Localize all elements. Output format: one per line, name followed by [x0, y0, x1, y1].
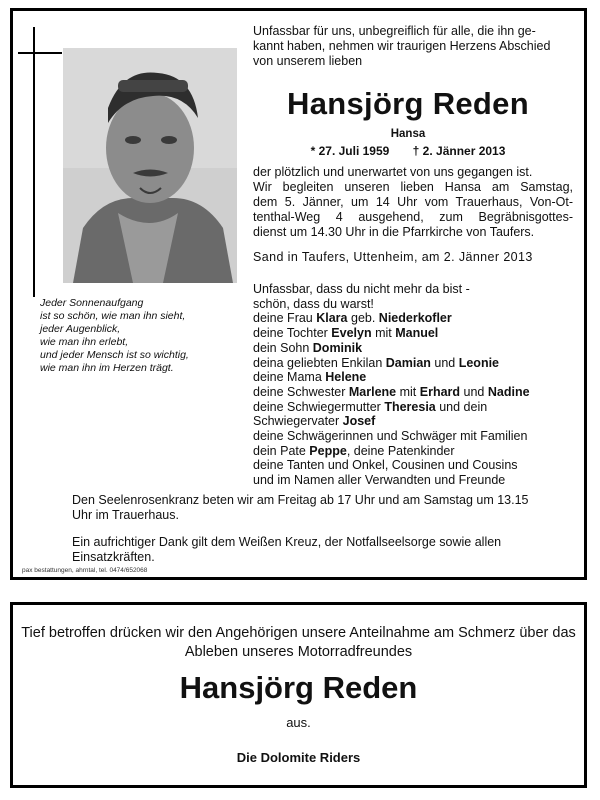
family-member-text: deine Tochter	[253, 326, 332, 341]
family-member-text: , deine Patenkinder	[346, 443, 455, 458]
family-member-text: dein Sohn	[253, 340, 313, 355]
family-member-text: deine Schwester	[253, 384, 349, 399]
intro-line: kannt haben, nehmen wir traurigen Herzens Abschied	[253, 39, 551, 53]
poem-line: wie man ihn erlebt,	[40, 336, 129, 348]
sender-name: Die Dolomite Riders	[236, 750, 361, 765]
family-member-line	[253, 356, 573, 371]
poem-line: jeder Augenblick,	[40, 323, 121, 335]
family-intro-line: Unfassbar, dass du nicht mehr da bist -	[253, 282, 470, 296]
family-member-text: deine Frau	[253, 311, 317, 326]
family-member-text: und	[460, 384, 488, 399]
portrait-photo	[63, 48, 237, 283]
family-member-name: Manuel	[395, 326, 439, 341]
family-member-text: deine Tanten und Onkel, Cousinen und Cousins	[253, 458, 518, 473]
life-dates	[253, 144, 563, 158]
family-member-text: deine Mama	[253, 370, 326, 385]
family-member-text: geb.	[347, 311, 379, 326]
deceased-name: Hansjörg Reden	[287, 86, 529, 121]
family-member-name: Leonie	[458, 355, 500, 370]
funeral-message	[253, 165, 573, 240]
family-member-line	[253, 400, 573, 415]
poem-line: ist so schön, wie man ihn sieht,	[40, 310, 186, 322]
poem	[40, 297, 260, 375]
poem-line: und jeder Mensch ist so wichtig,	[40, 349, 189, 361]
family-member-line	[253, 326, 573, 341]
poem-line: wie man ihn im Herzen trägt.	[40, 362, 174, 374]
family-intro-line: schön, dass du warst!	[253, 296, 374, 311]
poem-line: Jeder Sonnenaufgang	[40, 297, 144, 309]
family-member-text: dein Pate	[253, 443, 310, 458]
family-member-name: Evelyn	[331, 326, 372, 341]
thanks-notice: Ein aufrichtiger Dank gilt dem Weißen Kreuz, der Notfallseelsorge sowie allen Einsatzkräften.	[72, 535, 502, 564]
nickname: Hansa	[390, 128, 426, 140]
message-line: Wir begleiten unseren lieben Hansa am Samstag,	[253, 180, 573, 194]
rosary-notice: Den Seelenrosenkranz beten wir am Freitag ab 17 Uhr und am Samstag um 13.15 Uhr im Trauerhaus.	[72, 493, 529, 522]
message-line: dem 5. Jänner, um 14 Uhr vom Trauerhaus, Von-Ot-	[253, 195, 573, 209]
family-member-text: und im Namen aller Verwandten und Freunde	[253, 473, 506, 488]
family-member-text: und dein	[435, 399, 488, 414]
family-member-name: Marlene	[348, 384, 397, 399]
family-member-text: deine Schwägerinnen und Schwäger mit Familien	[253, 429, 528, 444]
family-member-line	[253, 458, 573, 473]
family-member-text: deina geliebten Enkilan	[253, 355, 386, 370]
family-member-name: Niederkofler	[378, 311, 452, 326]
condolence-text: Tief betroffen drücken wir den Angehörigen unsere Anteilnahme am Schmerz über das Ableben unseres Motorradfreundes	[21, 625, 576, 660]
family-member-line	[253, 414, 573, 429]
family-member-name: Dominik	[312, 340, 363, 355]
family-member-line	[253, 385, 573, 400]
deceased-name-2: Hansjörg Reden	[179, 670, 418, 705]
family-member-name: Klara	[316, 311, 348, 326]
intro-text	[253, 24, 573, 69]
family-member-line	[253, 341, 573, 356]
birth-date: * 27. Juli 1959	[310, 144, 390, 158]
family-members	[253, 311, 573, 487]
family-member-name: Theresia	[384, 399, 436, 414]
family-member-text: deine Schwiegermutter	[253, 399, 385, 414]
family-member-text: Schwiegervater	[253, 414, 343, 429]
family-member-line	[253, 370, 573, 385]
family-member-line	[253, 473, 573, 488]
family-member-name: Peppe	[309, 443, 347, 458]
message-line: der plötzlich und unerwartet von uns gegangen ist.	[253, 165, 533, 179]
cross-symbol	[33, 27, 35, 297]
family-list	[253, 282, 573, 488]
family-member-name: Damian	[385, 355, 431, 370]
message-line: tenthal-Weg 4 ausgehend, zum Begräbnisgottes-	[253, 210, 573, 224]
cross-symbol-bar	[18, 52, 62, 54]
funeral-home-credit: pax bestattungen, ahrntal, tel. 0474/652068	[22, 567, 148, 574]
message-line: dienst um 14.30 Uhr in die Pfarrkirche von Taufers.	[253, 225, 535, 239]
family-member-name: Erhard	[419, 384, 461, 399]
family-member-text: und	[430, 355, 459, 370]
place-date: Sand in Taufers, Uttenheim, am 2. Jänner 2013	[253, 250, 533, 264]
from-label: aus.	[286, 715, 311, 730]
family-member-line	[253, 311, 573, 326]
family-member-line	[253, 444, 573, 459]
family-member-name: Josef	[342, 414, 376, 429]
family-member-text: mit	[371, 326, 396, 341]
intro-line: Unfassbar für uns, unbegreiflich für alle, die ihn ge-	[253, 24, 536, 38]
family-member-text: mit	[396, 384, 420, 399]
family-member-name: Nadine	[487, 384, 530, 399]
family-member-line	[253, 429, 573, 444]
family-member-name: Helene	[325, 370, 367, 385]
death-date: † 2. Jänner 2013	[412, 144, 506, 158]
intro-line: von unserem lieben	[253, 54, 363, 68]
